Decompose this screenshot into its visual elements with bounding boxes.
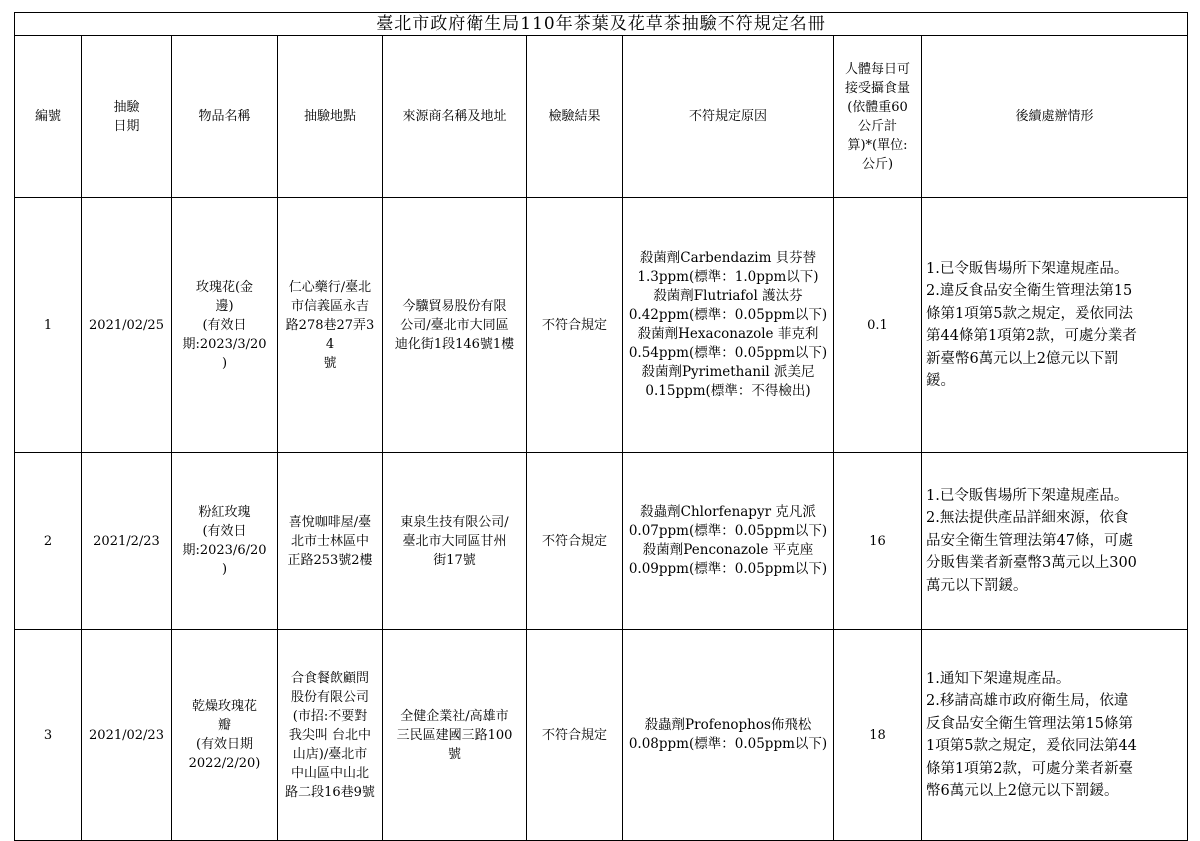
text-line: 期:2023/3/20 (182, 336, 267, 352)
cell-reason (623, 453, 834, 630)
text-line: 殺菌劑Penconazole 平克座 (642, 542, 814, 558)
cell-result: 不符合規定 (527, 453, 623, 630)
text-line: 鍰。 (926, 373, 955, 389)
text-line: 0.15ppm(標準：不得檢出) (645, 383, 811, 399)
text-line: 算)*(單位: (847, 137, 908, 153)
text-line: 東泉生技有限公司/ (400, 514, 509, 530)
text-line: 山店)/臺北市 (292, 746, 368, 762)
cell-no: 3 (15, 630, 82, 841)
violation-table (14, 12, 1188, 841)
text-line: 1.已令販售場所下架違規產品。 (926, 487, 1129, 504)
text-line: 2022/2/20) (188, 756, 261, 771)
text-line: 仁心藥行/臺北 (288, 279, 372, 295)
header-item: 物品名稱 (172, 36, 278, 198)
text-line: 乾燥玫瑰花 (191, 699, 257, 714)
text-line: 期:2023/6/20 (182, 543, 267, 558)
text-line: 反食品安全衛生管理法第15條第 (926, 715, 1133, 732)
table-row (15, 630, 1188, 841)
text-line: 玫瑰花(金 (195, 279, 254, 295)
text-line: ) (221, 355, 228, 371)
text-line: 合食餐飲顧問 (290, 670, 369, 686)
text-line: 品安全衛生管理法第47條，可處 (926, 532, 1133, 549)
text-line: 0.54ppm(標準：0.05ppm以下) (628, 345, 828, 361)
text-line: 0.09ppm(標準：0.05ppm以下) (628, 561, 828, 577)
cell-no: 2 (15, 453, 82, 630)
text-line: (依體重60 (847, 99, 908, 115)
text-line: 市信義區永吉 (290, 298, 369, 314)
text-line: 我尖叫 台北中 (288, 727, 372, 743)
cell-followup (922, 198, 1188, 453)
text-line: 殺菌劑Hexaconazole 菲克利 (637, 326, 819, 342)
text-line: (市招:不要對 (292, 708, 368, 724)
cell-location (278, 453, 383, 630)
text-line: 號 (323, 355, 337, 371)
header-reason: 不符規定原因 (623, 36, 834, 198)
text-line: 抽驗 (113, 99, 140, 115)
text-line: 1.通知下架違規產品。 (926, 670, 1071, 687)
cell-intake: 0.1 (834, 198, 922, 453)
cell-followup (922, 630, 1188, 841)
text-line: 瓣 (217, 718, 231, 733)
cell-date: 2021/02/25 (82, 198, 172, 453)
cell-item (172, 630, 278, 841)
text-line: 迪化街1段146號1樓 (394, 336, 515, 352)
text-line: 公斤) (861, 156, 894, 172)
cell-date: 2021/2/23 (82, 453, 172, 630)
text-line: 公司/臺北市大同區 (400, 317, 509, 333)
cell-source (383, 198, 527, 453)
text-line: 1.3ppm(標準：1.0ppm以下) (637, 269, 819, 285)
text-line: 殺菌劑Pyrimethanil 派美尼 (641, 364, 815, 380)
cell-source (383, 630, 527, 841)
cell-location (278, 198, 383, 453)
cell-followup (922, 453, 1188, 630)
cell-source (383, 453, 527, 630)
header-result: 檢驗結果 (527, 36, 623, 198)
cell-result: 不符合規定 (527, 630, 623, 841)
text-line: 條第1項第5款之規定，爰依同法 (926, 305, 1133, 322)
text-line: 2.無法提供產品詳細來源，依食 (926, 510, 1129, 527)
cell-reason (623, 630, 834, 841)
text-line: 街17號 (433, 552, 476, 568)
text-line: 條第1項第2款，可處分業者新臺 (926, 760, 1133, 777)
text-line: 1.已令販售場所下架違規產品。 (926, 260, 1129, 277)
text-line: 殺菌劑Carbendazim 貝芬替 (639, 250, 817, 266)
table-row (15, 453, 1188, 630)
text-line: ) (221, 562, 228, 577)
cell-intake: 16 (834, 453, 922, 630)
text-line: 分販售業者新臺幣3萬元以上300 (926, 555, 1137, 572)
header-intake (834, 36, 922, 198)
cell-location (278, 630, 383, 841)
header-date (82, 36, 172, 198)
text-line: 全健企業社/高雄市 (400, 708, 509, 724)
text-line: 第44條第1項第2款，可處分業者 (926, 328, 1137, 344)
text-line: 北市士林區中 (290, 533, 369, 549)
text-line: 殺蟲劑Profenophos佈飛松 (644, 717, 812, 733)
text-line: 新臺幣6萬元以上2億元以下罰 (926, 350, 1119, 367)
header-followup: 後續處辦情形 (922, 36, 1188, 198)
text-line: 中山區中山北 (290, 765, 369, 781)
text-line: (有效日 (202, 317, 247, 333)
cell-no: 1 (15, 198, 82, 453)
cell-reason (623, 198, 834, 453)
text-line: 公斤計 (857, 118, 897, 134)
text-line: 1項第5款之規定，爰依同法第44 (926, 738, 1137, 754)
text-line: 2.移請高雄市政府衛生局，依違 (926, 693, 1129, 709)
cell-intake: 18 (834, 630, 922, 841)
text-line: 2.違反食品安全衛生管理法第15 (926, 283, 1133, 299)
text-line: 正路253號2樓 (287, 552, 373, 568)
text-line: 人體每日可 (844, 61, 910, 77)
text-line: (有效日 (202, 524, 247, 539)
text-line: 0.07ppm(標準：0.05ppm以下) (628, 523, 828, 539)
text-line: 殺菌劑Flutriafol 護汰芬 (653, 288, 803, 304)
text-line: 股份有限公司 (290, 689, 369, 705)
table-title: 臺北市政府衛生局110年茶葉及花草茶抽驗不符規定名冊 (15, 13, 1188, 36)
table-row (15, 198, 1188, 453)
header-source: 來源商名稱及地址 (383, 36, 527, 198)
text-line: 路278巷27弄34 (285, 317, 375, 352)
text-line: 粉紅玫瑰 (198, 505, 251, 520)
text-line: 邊) (215, 298, 234, 314)
header-location: 抽驗地點 (278, 36, 383, 198)
text-line: 三民區建國三路100 (396, 727, 513, 743)
cell-item (172, 453, 278, 630)
cell-date: 2021/02/23 (82, 630, 172, 841)
header-no: 編號 (15, 36, 82, 198)
text-line: 路二段16巷9號 (285, 784, 375, 800)
header-row (15, 36, 1188, 198)
text-line: 幣6萬元以上2億元以下罰鍰。 (926, 783, 1119, 799)
text-line: 萬元以下罰鍰。 (926, 577, 1028, 594)
text-line: 日期 (113, 118, 140, 134)
text-line: (有效日期 (195, 737, 254, 752)
cell-item (172, 198, 278, 453)
text-line: 今驥貿易股份有限 (402, 298, 507, 314)
text-line: 殺蟲劑Chlorfenapyr 克凡派 (640, 504, 816, 520)
text-line: 接受攝食量 (844, 80, 910, 96)
text-line: 號 (447, 746, 461, 762)
cell-result: 不符合規定 (527, 198, 623, 453)
text-line: 臺北市大同區甘州 (402, 533, 507, 549)
text-line: 喜悅咖啡屋/臺 (288, 514, 372, 530)
text-line: 0.42ppm(標準：0.05ppm以下) (628, 307, 828, 323)
text-line: 0.08ppm(標準：0.05ppm以下) (628, 736, 828, 752)
